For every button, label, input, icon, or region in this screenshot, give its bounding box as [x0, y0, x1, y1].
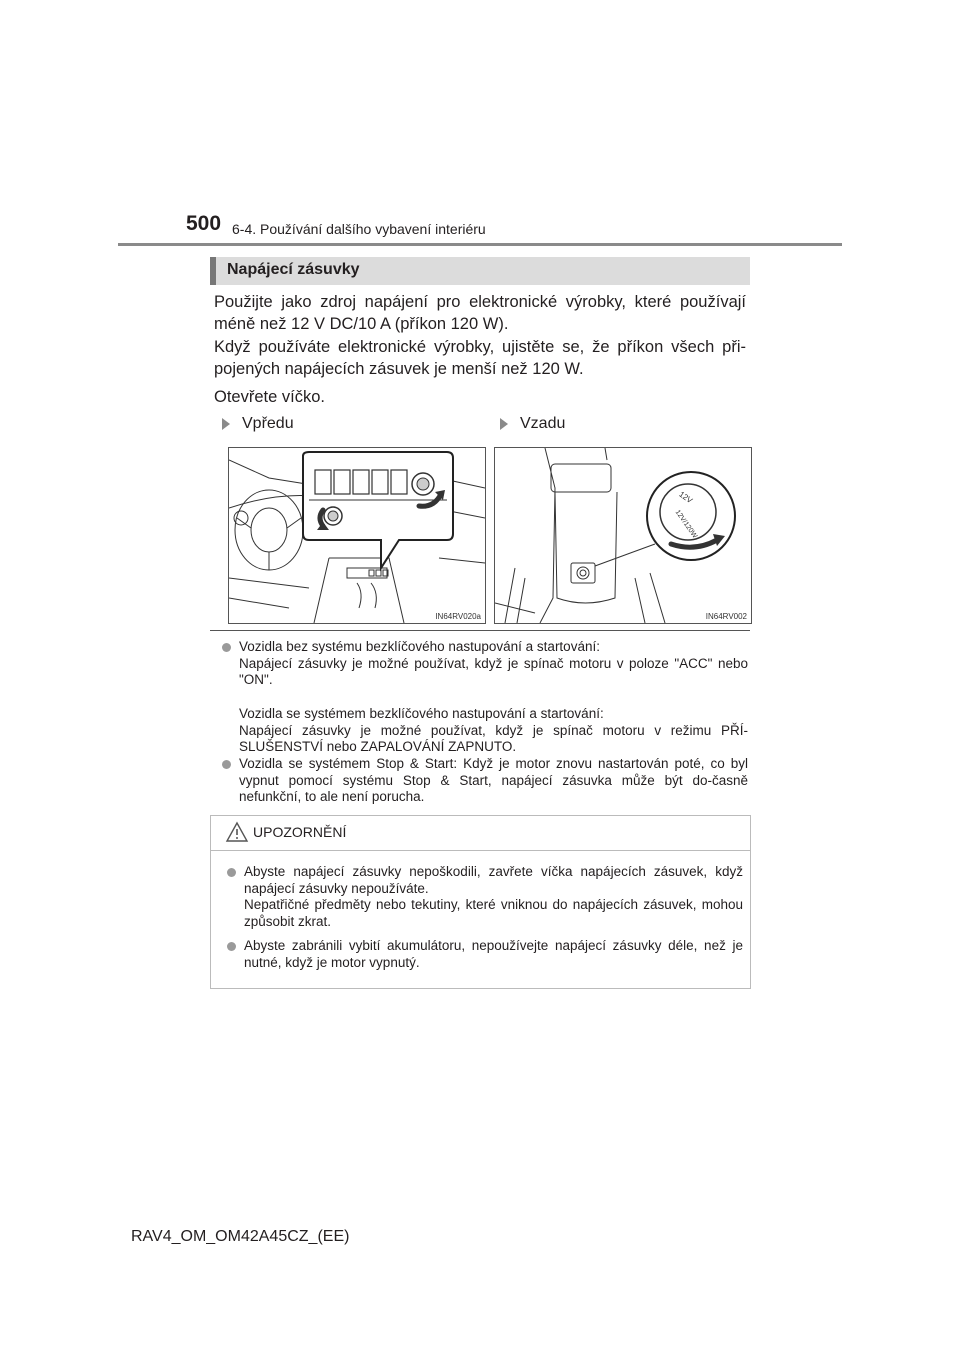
warning-label: UPOZORNĚNÍ: [253, 824, 347, 840]
note-1-title: Vozidla bez systému bezklíčového nastupování a startování:: [239, 639, 600, 654]
note-1b-body: Napájecí zásuvky je možné používat, když je spínač motoru v režimu PŘÍ-SLUŠENSTVÍ nebo ZAPALOVÁNÍ ZAPNUTO.: [239, 722, 748, 754]
warning-2-text: Abyste zabránili vybití akumulátoru, nepoužívejte napájecí zásuvky déle, než je nutné, když je motor vypnutý.: [244, 938, 743, 970]
note-2-text: Vozidla se systémem Stop & Start: Když je motor znovu nastartován poté, co byl vypnut pomocí systému Stop & Start, napájecí zásuvka může být do-časně nefunkční, to ale není porucha.: [239, 756, 748, 804]
figure-rear-console: [494, 447, 752, 624]
section-heading-tab: [210, 257, 216, 285]
page-number: 500: [186, 212, 222, 235]
note-stop-start: [222, 756, 748, 806]
bullet-dot-icon: [222, 643, 231, 652]
warning-item-2: [227, 938, 743, 971]
intro-paragraph-1: Použijte jako zdroj napájení pro elektronické výrobky, které používají méně než 12 V DC/10 A (příkon 120 W).: [214, 293, 746, 333]
note-no-smart-key: [222, 639, 748, 689]
intro-paragraph-2: Když používáte elektronické výrobky, ujistěte se, že příkon všech při-pojených napájecích zásuvek je menší než 120 W.: [214, 338, 746, 378]
intro-paragraph-3: Otevřete víčko.: [214, 388, 325, 406]
running-header: 6-4. Používání dalšího vybavení interiéru: [232, 221, 486, 237]
figure-rear-code: IN64RV002: [705, 612, 747, 621]
note-1b-title: Vozidla se systémem bezklíčového nastupování a startování:: [239, 706, 604, 721]
triangle-right-icon: [500, 418, 508, 430]
cap-text-top: 12V: [677, 489, 695, 506]
section-heading: Napájecí zásuvky: [227, 261, 360, 278]
warning-box: [210, 815, 751, 989]
subheading-front-label: Vpředu: [242, 415, 294, 432]
rear-console-illustration: [495, 448, 751, 623]
dashboard-illustration: [229, 448, 485, 623]
notes-divider: [210, 630, 750, 631]
section-heading-bar: [210, 257, 750, 285]
warning-header: [211, 816, 750, 851]
subheading-rear-label: Vzadu: [520, 415, 566, 432]
triangle-right-icon: [222, 418, 230, 430]
note-smart-key: [222, 706, 748, 756]
warning-triangle-icon: [225, 821, 249, 843]
figure-front-dashboard: [228, 447, 486, 624]
subheading-rear: [500, 415, 565, 433]
cap-text-bottom: 12V/120W: [673, 508, 699, 540]
bullet-dot-icon: [222, 760, 231, 769]
bullet-dot-icon: [227, 942, 236, 951]
header-rule: [118, 243, 842, 246]
footer-doc-code: RAV4_OM_OM42A45CZ_(EE): [131, 1228, 350, 1245]
subheading-front: [222, 415, 294, 433]
bullet-dot-icon: [227, 868, 236, 877]
warning-1b-text: Nepatřičné předměty nebo tekutiny, které vniknou do napájecích zásuvek, mohou způsobit zkrat.: [244, 897, 743, 929]
warning-1a-text: Abyste napájecí zásuvky nepoškodili, zavřete víčka napájecích zásuvek, když napájecí zásuvky nepoužíváte.: [244, 864, 743, 896]
note-1-body: Napájecí zásuvky je možné používat, když je spínač motoru v poloze "ACC" nebo "ON".: [239, 655, 748, 687]
figure-front-code: IN64RV020a: [435, 612, 481, 621]
warning-item-1: [227, 864, 743, 930]
